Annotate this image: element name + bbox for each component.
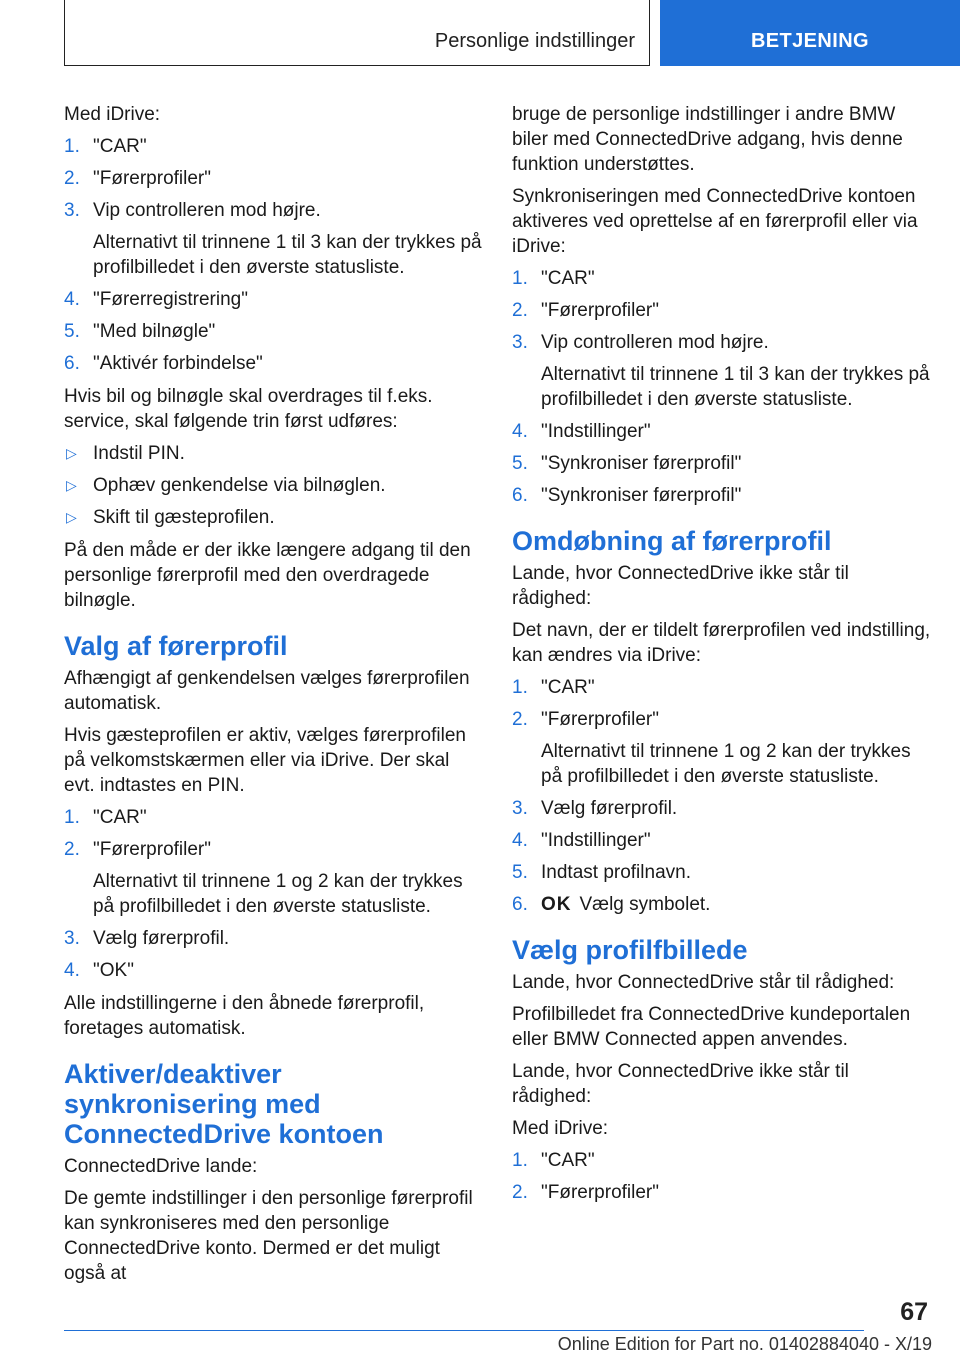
step-item xyxy=(512,419,932,444)
step-text: Vælg symbolet. xyxy=(579,894,711,915)
steps-list xyxy=(64,805,482,983)
step-text: "Aktivér forbindelse" xyxy=(93,353,263,374)
step-item xyxy=(512,860,932,885)
step-item xyxy=(64,319,482,344)
step-number: 4. xyxy=(64,289,80,310)
step-text: Vælg førerprofil. xyxy=(93,928,230,949)
step-item xyxy=(512,892,932,917)
right-column xyxy=(512,102,932,1213)
paragraph: bruge de personlige indstillinger i andre BMW biler med ConnectedDrive adgang, hvis denne funktion understøttes. xyxy=(512,104,903,175)
step-number: 2. xyxy=(64,168,80,189)
paragraph: Alle indstillingerne i den åbnede førerprofil, foretages automatisk. xyxy=(64,993,425,1039)
section-heading: Omdøbning af førerprofil xyxy=(512,526,832,556)
step-number: 4. xyxy=(64,960,80,981)
step-note: Alternativt til trinnene 1 og 2 kan der trykkes på profilbilledet i den øverste statusliste. xyxy=(541,741,911,787)
bullet-item xyxy=(64,473,482,498)
step-item xyxy=(512,828,932,853)
step-item xyxy=(512,675,932,700)
step-item xyxy=(512,707,932,789)
step-item xyxy=(64,805,482,830)
step-text: "OK" xyxy=(93,960,134,981)
paragraph: ConnectedDrive lande: xyxy=(64,1156,258,1177)
step-number: 2. xyxy=(64,839,80,860)
step-text: "Førerprofiler" xyxy=(93,839,211,860)
step-note: Alternativt til trinnene 1 til 3 kan der trykkes på profilbilledet i den øverste statusliste. xyxy=(541,364,930,410)
step-text: "Synkroniser førerprofil" xyxy=(541,453,742,474)
section-heading: Valg af førerprofil xyxy=(64,631,288,661)
page-header xyxy=(0,0,960,66)
step-number: 4. xyxy=(512,421,528,442)
paragraph: Synkroniseringen med ConnectedDrive kontoen aktiveres ved oprettelse af en førerprofil eller via iDrive: xyxy=(512,186,918,257)
step-number: 2. xyxy=(512,709,528,730)
step-text: "CAR" xyxy=(93,136,147,157)
page-number: 67 xyxy=(900,1298,928,1326)
step-item xyxy=(64,926,482,951)
header-title-box xyxy=(64,0,650,66)
step-text: Vip controlleren mod højre. xyxy=(93,200,321,221)
section-tab-label: BETJENING xyxy=(750,30,870,52)
paragraph: Det navn, der er tildelt førerprofilen ved indstilling, kan ændres via iDrive: xyxy=(512,620,931,666)
section-heading: Vælg profilfbillede xyxy=(512,935,748,965)
step-text: "Synkroniser førerprofil" xyxy=(541,485,742,506)
step-item xyxy=(512,1148,932,1173)
footer-divider xyxy=(64,1330,864,1331)
paragraph: På den måde er der ikke længere adgang til den personlige førerprofil med den overdragede bilnøgle. xyxy=(64,540,471,611)
step-number: 5. xyxy=(64,321,80,342)
step-number: 1. xyxy=(512,268,528,289)
header-title: Personlige indstillinger xyxy=(434,30,635,52)
step-text: "Indstillinger" xyxy=(541,830,651,851)
bullet-item xyxy=(64,441,482,466)
step-text: Vip controlleren mod højre. xyxy=(541,332,769,353)
step-number: 1. xyxy=(512,677,528,698)
step-item xyxy=(64,198,482,280)
step-number: 6. xyxy=(64,353,80,374)
step-item xyxy=(64,958,482,983)
step-text: "CAR" xyxy=(541,1150,595,1171)
paragraph: Hvis bil og bilnøgle skal overdrages til f.eks. service, skal følgende trin først udføres: xyxy=(64,386,433,432)
step-item xyxy=(64,134,482,159)
bullet-text: Skift til gæsteprofilen. xyxy=(93,507,275,528)
bullet-item xyxy=(64,505,482,530)
intro-text: Med iDrive: xyxy=(64,104,161,125)
footer-edition: Online Edition for Part no. 01402884040 - X/19 xyxy=(557,1334,932,1354)
paragraph: Med iDrive: xyxy=(512,1118,609,1139)
step-number: 1. xyxy=(64,807,80,828)
step-text: Indtast profilnavn. xyxy=(541,862,691,883)
step-text: "CAR" xyxy=(541,268,595,289)
step-item xyxy=(512,330,932,412)
step-number: 5. xyxy=(512,862,528,883)
steps-list xyxy=(512,675,932,917)
triangle-bullet-icon: ▷ xyxy=(66,509,77,525)
paragraph: Lande, hvor ConnectedDrive ikke står til rådighed: xyxy=(512,563,849,609)
step-number: 6. xyxy=(512,894,528,915)
step-item xyxy=(512,298,932,323)
paragraph: Afhængigt af genkendelsen vælges førerprofilen automatisk. xyxy=(64,668,470,714)
step-item xyxy=(512,451,932,476)
left-column xyxy=(64,102,482,1293)
section-heading: Aktiver/deaktiver synkronisering med ConnectedDrive kontoen xyxy=(64,1059,384,1149)
step-item xyxy=(64,837,482,919)
step-text: "Førerprofiler" xyxy=(541,1182,659,1203)
step-item xyxy=(512,266,932,291)
step-item xyxy=(512,1180,932,1205)
section-tab xyxy=(660,0,960,66)
bullet-text: Indstil PIN. xyxy=(93,443,185,464)
step-text: "CAR" xyxy=(93,807,147,828)
step-number: 2. xyxy=(512,300,528,321)
step-note: Alternativt til trinnene 1 til 3 kan der trykkes på profilbilledet i den øverste statusliste. xyxy=(93,232,482,278)
step-number: 4. xyxy=(512,830,528,851)
triangle-bullet-icon: ▷ xyxy=(66,445,77,461)
step-number: 1. xyxy=(512,1150,528,1171)
step-number: 1. xyxy=(64,136,80,157)
step-number: 3. xyxy=(512,798,528,819)
steps-list xyxy=(512,1148,932,1205)
step-number: 3. xyxy=(64,928,80,949)
step-text: "Førerprofiler" xyxy=(541,709,659,730)
step-item xyxy=(512,796,932,821)
step-item xyxy=(64,166,482,191)
triangle-bullet-icon: ▷ xyxy=(66,477,77,493)
step-number: 3. xyxy=(64,200,80,221)
bullet-text: Ophæv genkendelse via bilnøglen. xyxy=(93,475,386,496)
paragraph: Profilbilledet fra ConnectedDrive kundeportalen eller BMW Connected appen anvendes. xyxy=(512,1004,911,1050)
step-text: "Førerprofiler" xyxy=(93,168,211,189)
step-number: 6. xyxy=(512,485,528,506)
step-item xyxy=(64,351,482,376)
step-item xyxy=(64,287,482,312)
step-text: "Med bilnøgle" xyxy=(93,321,216,342)
paragraph: Hvis gæsteprofilen er aktiv, vælges førerprofilen på velkomstskærmen eller via iDrive. Der skal evt. indtastes en PIN. xyxy=(64,725,466,796)
paragraph: Lande, hvor ConnectedDrive ikke står til rådighed: xyxy=(512,1061,849,1107)
step-text: Vælg førerprofil. xyxy=(541,798,678,819)
step-number: 5. xyxy=(512,453,528,474)
step-note: Alternativt til trinnene 1 og 2 kan der trykkes på profilbilledet i den øverste statusliste. xyxy=(93,871,463,917)
paragraph: De gemte indstillinger i den personlige førerprofil kan synkroniseres med den personlige ConnectedDrive konto. Dermed er det muligt også at xyxy=(64,1188,473,1284)
bullet-list xyxy=(64,441,482,530)
step-text: "Indstillinger" xyxy=(541,421,651,442)
step-number: 3. xyxy=(512,332,528,353)
step-text: "Førerregistrering" xyxy=(93,289,248,310)
ok-symbol-icon: OK xyxy=(541,894,572,915)
steps-list xyxy=(512,266,932,508)
step-text: "Førerprofiler" xyxy=(541,300,659,321)
paragraph: Lande, hvor ConnectedDrive står til rådighed: xyxy=(512,972,895,993)
steps-list xyxy=(64,134,482,376)
step-text: "CAR" xyxy=(541,677,595,698)
step-item xyxy=(512,483,932,508)
step-number: 2. xyxy=(512,1182,528,1203)
